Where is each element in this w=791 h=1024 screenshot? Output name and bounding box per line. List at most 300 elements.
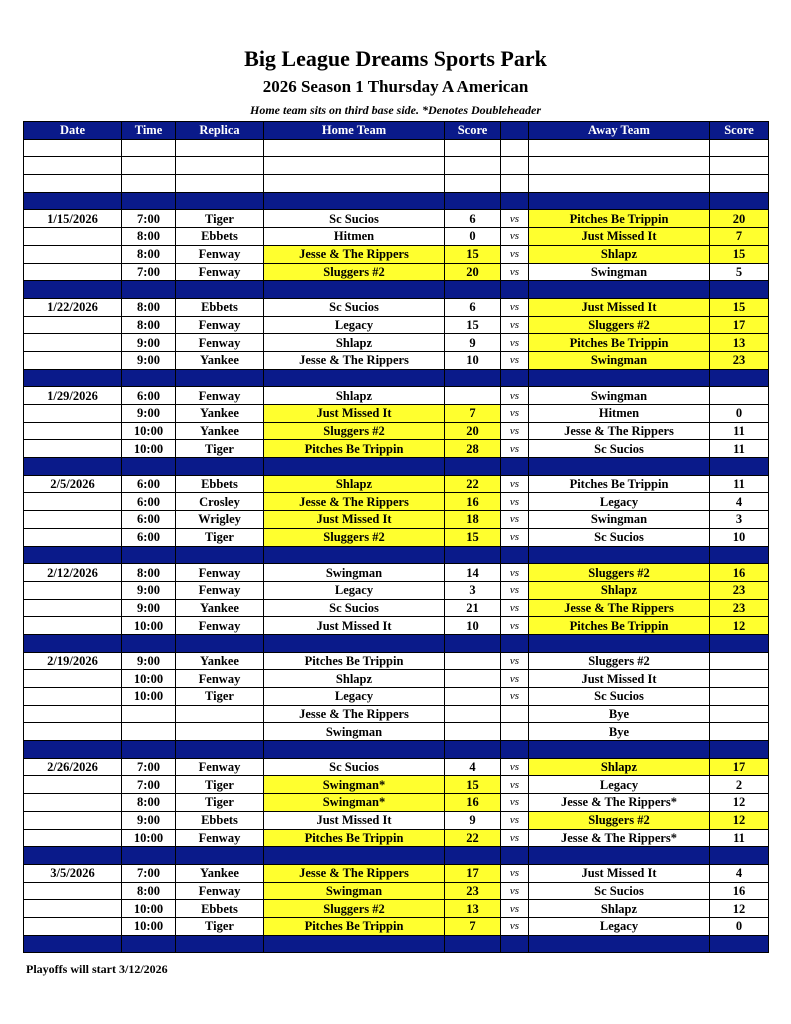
game-row: [24, 652, 769, 670]
replica-cell: Fenway: [176, 245, 264, 263]
away-team-cell: Shlapz: [529, 900, 710, 918]
time-cell: 6:00: [122, 475, 176, 493]
game-row: [24, 581, 769, 599]
game-row: [24, 316, 769, 334]
away-team-cell: Jesse & The Rippers: [529, 422, 710, 440]
home-score-cell: 13: [445, 900, 501, 918]
away-score-cell: 12: [710, 617, 769, 635]
home-score-cell: [445, 723, 501, 741]
replica-cell: Tiger: [176, 528, 264, 546]
away-score-cell: 3: [710, 511, 769, 529]
replica-cell: Yankee: [176, 422, 264, 440]
empty-cell: [445, 546, 501, 564]
vs-cell: vs: [501, 351, 529, 369]
away-team-cell: Bye: [529, 705, 710, 723]
away-score-cell: 0: [710, 917, 769, 935]
away-score-cell: [710, 652, 769, 670]
away-team-cell: Just Missed It: [529, 670, 710, 688]
time-cell: 8:00: [122, 794, 176, 812]
empty-cell: [529, 458, 710, 476]
home-score-cell: 23: [445, 882, 501, 900]
away-score-cell: 2: [710, 776, 769, 794]
replica-cell: Wrigley: [176, 511, 264, 529]
game-row: [24, 440, 769, 458]
empty-cell: [176, 175, 264, 193]
home-team-cell: Sc Sucios: [264, 298, 445, 316]
away-team-cell: Bye: [529, 723, 710, 741]
vs-cell: vs: [501, 882, 529, 900]
time-cell: 6:00: [122, 387, 176, 405]
away-score-cell: 4: [710, 493, 769, 511]
home-team-cell: Legacy: [264, 581, 445, 599]
empty-row: [24, 157, 769, 175]
date-cell: 1/15/2026: [24, 210, 122, 228]
away-score-cell: 11: [710, 440, 769, 458]
replica-cell: [176, 723, 264, 741]
empty-cell: [710, 741, 769, 759]
empty-cell: [710, 192, 769, 210]
empty-cell: [529, 192, 710, 210]
home-score-cell: 15: [445, 316, 501, 334]
replica-cell: Yankee: [176, 599, 264, 617]
empty-cell: [501, 935, 529, 953]
week-separator-row: [24, 847, 769, 865]
away-score-cell: 10: [710, 528, 769, 546]
replica-cell: Fenway: [176, 617, 264, 635]
game-row: [24, 811, 769, 829]
replica-cell: Tiger: [176, 210, 264, 228]
empty-cell: [176, 139, 264, 157]
vs-cell: vs: [501, 316, 529, 334]
replica-cell: Tiger: [176, 776, 264, 794]
home-team-cell: Jesse & The Rippers: [264, 351, 445, 369]
empty-cell: [501, 369, 529, 387]
empty-cell: [122, 192, 176, 210]
date-cell: 3/5/2026: [24, 864, 122, 882]
home-team-cell: Pitches Be Trippin: [264, 829, 445, 847]
away-team-cell: Sc Sucios: [529, 882, 710, 900]
away-team-cell: Sluggers #2: [529, 811, 710, 829]
replica-cell: Yankee: [176, 652, 264, 670]
time-cell: 8:00: [122, 882, 176, 900]
home-score-cell: 0: [445, 228, 501, 246]
vs-cell: [501, 723, 529, 741]
away-team-cell: Sluggers #2: [529, 316, 710, 334]
empty-cell: [122, 281, 176, 299]
replica-cell: Fenway: [176, 670, 264, 688]
replica-cell: Ebbets: [176, 900, 264, 918]
home-team-cell: Just Missed It: [264, 511, 445, 529]
away-score-cell: 12: [710, 900, 769, 918]
home-team-cell: Just Missed It: [264, 617, 445, 635]
empty-cell: [529, 281, 710, 299]
date-cell: [24, 528, 122, 546]
column-header-home-team: Home Team: [264, 122, 445, 140]
time-cell: 6:00: [122, 528, 176, 546]
home-team-cell: Shlapz: [264, 387, 445, 405]
empty-cell: [122, 369, 176, 387]
home-team-cell: Shlapz: [264, 334, 445, 352]
game-row: [24, 475, 769, 493]
empty-cell: [529, 634, 710, 652]
date-cell: [24, 511, 122, 529]
date-cell: [24, 351, 122, 369]
game-row: [24, 723, 769, 741]
away-score-cell: 16: [710, 564, 769, 582]
replica-cell: Fenway: [176, 829, 264, 847]
vs-cell: vs: [501, 776, 529, 794]
home-team-cell: Jesse & The Rippers: [264, 493, 445, 511]
empty-cell: [445, 369, 501, 387]
empty-cell: [710, 458, 769, 476]
time-cell: 7:00: [122, 758, 176, 776]
home-score-cell: 4: [445, 758, 501, 776]
away-score-cell: 12: [710, 811, 769, 829]
time-cell: 7:00: [122, 776, 176, 794]
home-score-cell: 22: [445, 475, 501, 493]
vs-cell: vs: [501, 811, 529, 829]
away-team-cell: Just Missed It: [529, 864, 710, 882]
date-cell: [24, 440, 122, 458]
home-team-cell: Swingman: [264, 564, 445, 582]
home-team-cell: Sluggers #2: [264, 900, 445, 918]
date-cell: [24, 316, 122, 334]
game-row: [24, 511, 769, 529]
home-score-cell: 20: [445, 263, 501, 281]
date-cell: [24, 670, 122, 688]
time-cell: 10:00: [122, 422, 176, 440]
away-score-cell: 16: [710, 882, 769, 900]
game-row: [24, 351, 769, 369]
away-team-cell: Sc Sucios: [529, 528, 710, 546]
empty-cell: [264, 847, 445, 865]
empty-cell: [710, 546, 769, 564]
away-score-cell: 0: [710, 405, 769, 423]
date-cell: [24, 882, 122, 900]
time-cell: 9:00: [122, 581, 176, 599]
away-team-cell: Pitches Be Trippin: [529, 475, 710, 493]
replica-cell: Crosley: [176, 493, 264, 511]
vs-cell: vs: [501, 599, 529, 617]
home-team-cell: Swingman*: [264, 776, 445, 794]
empty-cell: [24, 634, 122, 652]
time-cell: 10:00: [122, 688, 176, 706]
away-team-cell: Legacy: [529, 493, 710, 511]
empty-cell: [501, 847, 529, 865]
vs-cell: vs: [501, 298, 529, 316]
date-cell: 2/5/2026: [24, 475, 122, 493]
home-score-cell: 6: [445, 210, 501, 228]
vs-cell: vs: [501, 794, 529, 812]
empty-cell: [176, 546, 264, 564]
empty-cell: [264, 546, 445, 564]
replica-cell: Tiger: [176, 440, 264, 458]
replica-cell: Fenway: [176, 263, 264, 281]
home-team-cell: Sc Sucios: [264, 599, 445, 617]
empty-cell: [445, 175, 501, 193]
away-score-cell: 12: [710, 794, 769, 812]
home-score-cell: 22: [445, 829, 501, 847]
header-row: [24, 122, 769, 140]
empty-cell: [501, 157, 529, 175]
home-score-cell: [445, 705, 501, 723]
time-cell: 8:00: [122, 298, 176, 316]
schedule-subtitle: 2026 Season 1 Thursday A American: [262, 77, 529, 96]
date-cell: 2/19/2026: [24, 652, 122, 670]
vs-cell: vs: [501, 245, 529, 263]
empty-cell: [264, 157, 445, 175]
replica-cell: Yankee: [176, 405, 264, 423]
vs-cell: vs: [501, 917, 529, 935]
time-cell: [122, 705, 176, 723]
away-team-cell: Shlapz: [529, 245, 710, 263]
empty-cell: [501, 546, 529, 564]
away-score-cell: [710, 387, 769, 405]
home-score-cell: 16: [445, 493, 501, 511]
replica-cell: Fenway: [176, 581, 264, 599]
home-score-cell: 7: [445, 917, 501, 935]
date-cell: [24, 829, 122, 847]
home-team-cell: Shlapz: [264, 475, 445, 493]
away-team-cell: Sluggers #2: [529, 652, 710, 670]
empty-cell: [529, 175, 710, 193]
replica-cell: Fenway: [176, 564, 264, 582]
empty-cell: [529, 847, 710, 865]
home-team-cell: Sluggers #2: [264, 263, 445, 281]
empty-cell: [24, 139, 122, 157]
empty-cell: [176, 369, 264, 387]
time-cell: 9:00: [122, 811, 176, 829]
vs-cell: vs: [501, 652, 529, 670]
replica-cell: Ebbets: [176, 475, 264, 493]
home-score-cell: 15: [445, 528, 501, 546]
time-cell: 9:00: [122, 652, 176, 670]
date-cell: [24, 900, 122, 918]
away-team-cell: Pitches Be Trippin: [529, 334, 710, 352]
home-team-cell: Swingman*: [264, 794, 445, 812]
away-team-cell: Legacy: [529, 776, 710, 794]
empty-cell: [501, 139, 529, 157]
away-score-cell: 15: [710, 298, 769, 316]
home-team-cell: Sluggers #2: [264, 528, 445, 546]
empty-cell: [501, 175, 529, 193]
week-separator-row: [24, 458, 769, 476]
replica-cell: Ebbets: [176, 811, 264, 829]
home-team-cell: Just Missed It: [264, 811, 445, 829]
vs-cell: vs: [501, 900, 529, 918]
empty-cell: [445, 139, 501, 157]
empty-cell: [445, 157, 501, 175]
empty-cell: [24, 935, 122, 953]
away-team-cell: Swingman: [529, 387, 710, 405]
empty-cell: [176, 458, 264, 476]
empty-cell: [24, 546, 122, 564]
column-header-away-team: Away Team: [529, 122, 710, 140]
empty-cell: [122, 847, 176, 865]
date-cell: [24, 422, 122, 440]
date-cell: [24, 705, 122, 723]
empty-cell: [264, 935, 445, 953]
away-team-cell: Sc Sucios: [529, 440, 710, 458]
replica-cell: Fenway: [176, 316, 264, 334]
replica-cell: Yankee: [176, 351, 264, 369]
empty-cell: [24, 157, 122, 175]
away-team-cell: Swingman: [529, 263, 710, 281]
time-cell: [122, 723, 176, 741]
home-team-cell: Just Missed It: [264, 405, 445, 423]
date-cell: [24, 263, 122, 281]
home-team-cell: Jesse & The Rippers: [264, 705, 445, 723]
vs-cell: vs: [501, 263, 529, 281]
week-separator-row: [24, 369, 769, 387]
empty-cell: [24, 281, 122, 299]
away-score-cell: 13: [710, 334, 769, 352]
game-row: [24, 599, 769, 617]
home-score-cell: [445, 670, 501, 688]
empty-cell: [176, 634, 264, 652]
column-header-vs: [501, 122, 529, 140]
away-team-cell: Shlapz: [529, 581, 710, 599]
empty-cell: [445, 847, 501, 865]
empty-cell: [445, 458, 501, 476]
date-cell: [24, 334, 122, 352]
vs-cell: vs: [501, 670, 529, 688]
empty-cell: [264, 139, 445, 157]
column-header-time: Time: [122, 122, 176, 140]
date-cell: 1/22/2026: [24, 298, 122, 316]
time-cell: 7:00: [122, 864, 176, 882]
week-separator-row: [24, 546, 769, 564]
replica-cell: Yankee: [176, 864, 264, 882]
vs-cell: vs: [501, 210, 529, 228]
empty-cell: [24, 175, 122, 193]
time-cell: 6:00: [122, 511, 176, 529]
schedule-title: Big League Dreams Sports Park: [244, 46, 547, 71]
away-team-cell: Jesse & The Rippers*: [529, 829, 710, 847]
game-row: [24, 298, 769, 316]
time-cell: 9:00: [122, 405, 176, 423]
away-team-cell: Shlapz: [529, 758, 710, 776]
date-cell: 2/26/2026: [24, 758, 122, 776]
empty-cell: [24, 847, 122, 865]
away-team-cell: Just Missed It: [529, 298, 710, 316]
empty-cell: [529, 741, 710, 759]
date-cell: [24, 794, 122, 812]
home-team-cell: Hitmen: [264, 228, 445, 246]
home-team-cell: Pitches Be Trippin: [264, 652, 445, 670]
replica-cell: Ebbets: [176, 228, 264, 246]
schedule-table: [23, 121, 769, 953]
empty-cell: [122, 935, 176, 953]
empty-cell: [445, 634, 501, 652]
schedule-note: Home team sits on third base side. *Denotes Doubleheader: [250, 103, 541, 117]
away-team-cell: Swingman: [529, 351, 710, 369]
game-row: [24, 758, 769, 776]
empty-cell: [445, 741, 501, 759]
empty-cell: [445, 192, 501, 210]
vs-cell: vs: [501, 688, 529, 706]
time-cell: 9:00: [122, 334, 176, 352]
game-row: [24, 493, 769, 511]
vs-cell: vs: [501, 387, 529, 405]
time-cell: 6:00: [122, 493, 176, 511]
vs-cell: vs: [501, 511, 529, 529]
home-team-cell: Shlapz: [264, 670, 445, 688]
empty-cell: [710, 281, 769, 299]
home-score-cell: [445, 688, 501, 706]
home-score-cell: 9: [445, 811, 501, 829]
home-score-cell: 14: [445, 564, 501, 582]
date-cell: 1/29/2026: [24, 387, 122, 405]
time-cell: 8:00: [122, 245, 176, 263]
date-cell: 2/12/2026: [24, 564, 122, 582]
home-team-cell: Swingman: [264, 723, 445, 741]
vs-cell: vs: [501, 581, 529, 599]
home-score-cell: 17: [445, 864, 501, 882]
date-cell: [24, 688, 122, 706]
column-header-away-score: Score: [710, 122, 769, 140]
away-team-cell: Jesse & The Rippers: [529, 599, 710, 617]
empty-cell: [445, 281, 501, 299]
game-row: [24, 210, 769, 228]
replica-cell: Tiger: [176, 917, 264, 935]
time-cell: 8:00: [122, 316, 176, 334]
away-team-cell: Sluggers #2: [529, 564, 710, 582]
home-score-cell: 21: [445, 599, 501, 617]
vs-cell: vs: [501, 829, 529, 847]
vs-cell: vs: [501, 758, 529, 776]
time-cell: 7:00: [122, 210, 176, 228]
time-cell: 7:00: [122, 263, 176, 281]
empty-cell: [529, 935, 710, 953]
game-row: [24, 829, 769, 847]
away-score-cell: 17: [710, 758, 769, 776]
home-team-cell: Sc Sucios: [264, 210, 445, 228]
time-cell: 10:00: [122, 440, 176, 458]
schedule-body: [24, 139, 769, 953]
empty-cell: [710, 369, 769, 387]
time-cell: 8:00: [122, 228, 176, 246]
date-cell: [24, 581, 122, 599]
home-score-cell: 6: [445, 298, 501, 316]
time-cell: 10:00: [122, 829, 176, 847]
home-score-cell: 10: [445, 617, 501, 635]
empty-cell: [264, 192, 445, 210]
away-score-cell: 15: [710, 245, 769, 263]
empty-cell: [122, 458, 176, 476]
game-row: [24, 882, 769, 900]
empty-cell: [501, 741, 529, 759]
game-row: [24, 228, 769, 246]
empty-cell: [264, 175, 445, 193]
away-score-cell: 11: [710, 475, 769, 493]
empty-cell: [710, 157, 769, 175]
column-header-home-score: Score: [445, 122, 501, 140]
home-team-cell: Jesse & The Rippers: [264, 864, 445, 882]
empty-cell: [176, 157, 264, 175]
vs-cell: vs: [501, 617, 529, 635]
empty-cell: [122, 139, 176, 157]
empty-cell: [529, 546, 710, 564]
empty-cell: [122, 741, 176, 759]
away-team-cell: Sc Sucios: [529, 688, 710, 706]
game-row: [24, 688, 769, 706]
away-score-cell: 11: [710, 829, 769, 847]
empty-cell: [445, 935, 501, 953]
empty-row: [24, 175, 769, 193]
date-cell: [24, 493, 122, 511]
game-row: [24, 705, 769, 723]
